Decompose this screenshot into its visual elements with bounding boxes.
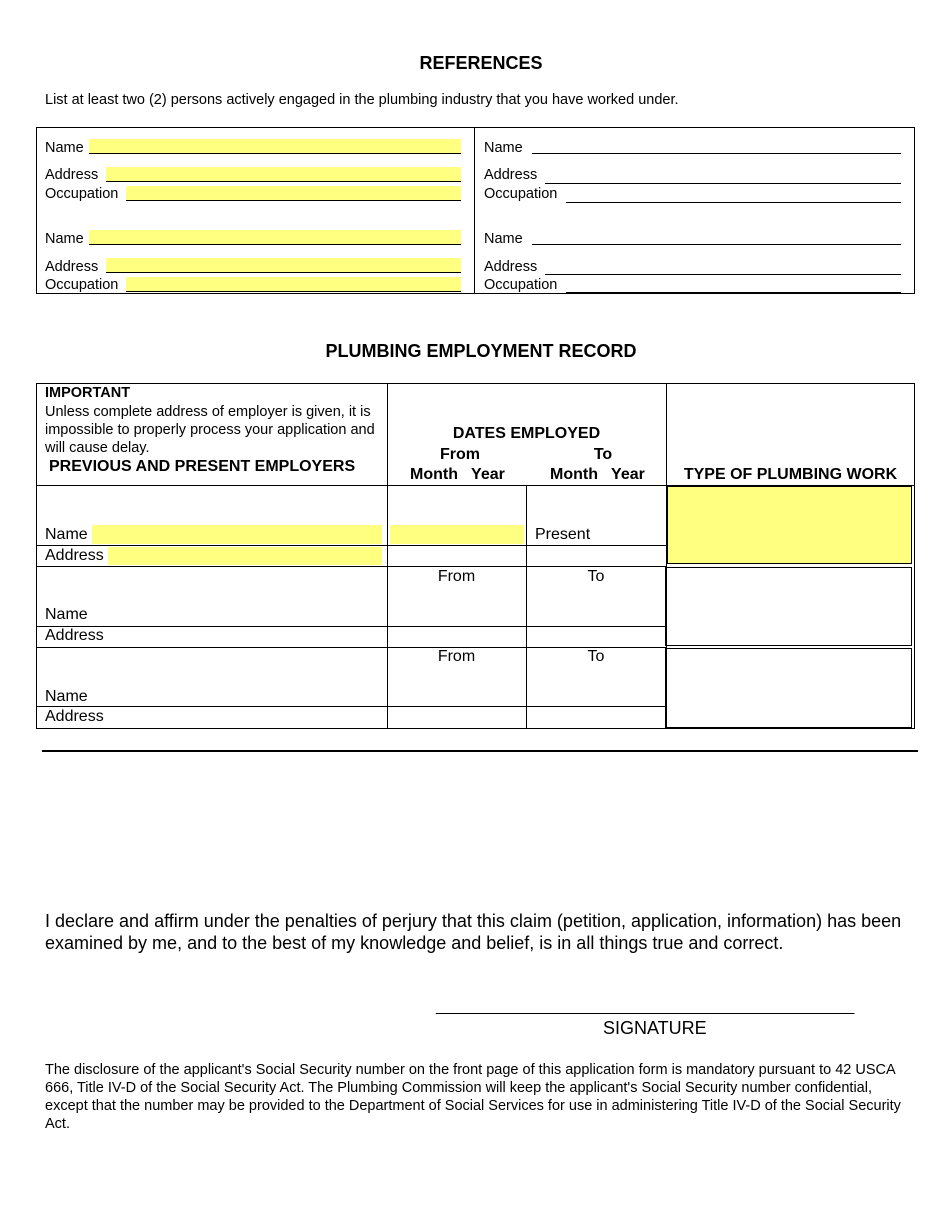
column-divider <box>526 486 527 729</box>
type-of-work-heading: TYPE OF PLUMBING WORK <box>683 466 898 483</box>
important-heading: IMPORTANT <box>45 385 131 401</box>
address-label: Address <box>484 167 538 183</box>
dates-employed-heading: DATES EMPLOYED <box>452 425 601 442</box>
reference-address-input[interactable] <box>106 167 461 182</box>
from-heading: From <box>440 446 480 463</box>
row-divider <box>36 626 666 627</box>
employer-address-label: Address <box>45 708 104 725</box>
type-of-work-input[interactable] <box>665 648 912 728</box>
reference-name-input[interactable] <box>89 139 461 154</box>
reference-occupation-input[interactable] <box>126 277 461 292</box>
occupation-label: Occupation <box>484 277 558 293</box>
address-label: Address <box>45 167 99 183</box>
section-separator <box>42 750 918 752</box>
from-month-year: Month Year <box>410 466 505 483</box>
name-label: Name <box>45 231 84 247</box>
employer-address-input[interactable] <box>108 547 382 565</box>
from-cell-label: From <box>437 568 476 585</box>
reference-occupation-input[interactable] <box>566 188 901 203</box>
employer-address-label: Address <box>45 547 104 564</box>
present-label: Present <box>535 526 591 543</box>
signature-line[interactable]: _______________________________________________ <box>436 998 855 1015</box>
occupation-label: Occupation <box>45 186 119 202</box>
row-divider <box>36 566 666 567</box>
references-instruction: List at least two (2) persons actively engaged in the plumbing industry that you have worked under. <box>45 92 679 108</box>
occupation-label: Occupation <box>484 186 558 202</box>
row-divider <box>36 545 666 546</box>
employer-address-label: Address <box>45 627 104 644</box>
address-label: Address <box>484 259 538 275</box>
references-title: REFERENCES <box>419 53 543 73</box>
reference-occupation-input[interactable] <box>566 278 901 293</box>
reference-name-input[interactable] <box>89 230 461 245</box>
employer-name-label: Name <box>45 606 88 623</box>
reference-address-input[interactable] <box>545 169 901 184</box>
name-label: Name <box>484 140 523 156</box>
from-cell-label: From <box>437 648 476 665</box>
to-month-year: Month Year <box>550 466 645 483</box>
employer-name-input[interactable] <box>92 525 382 544</box>
from-date-input[interactable] <box>390 525 524 544</box>
employers-heading: PREVIOUS AND PRESENT EMPLOYERS <box>49 458 356 475</box>
employment-title: PLUMBING EMPLOYMENT RECORD <box>325 341 637 361</box>
to-cell-label: To <box>587 568 605 585</box>
reference-name-input[interactable] <box>532 230 901 245</box>
signature-label: SIGNATURE <box>603 1018 707 1038</box>
declaration-text: I declare and affirm under the penalties of perjury that this claim (petition, application, information) has been examined by me, and to the best of my knowledge and belief, is in all things true and correct. <box>45 911 902 953</box>
name-label: Name <box>484 231 523 247</box>
reference-address-input[interactable] <box>545 260 901 275</box>
address-label: Address <box>45 259 99 275</box>
references-divider <box>474 127 475 294</box>
name-label: Name <box>45 140 84 156</box>
important-text: Unless complete address of employer is given, it is impossible to properly process your application and will cause delay. <box>45 404 375 456</box>
to-cell-label: To <box>587 648 605 665</box>
to-heading: To <box>593 446 613 463</box>
reference-address-input[interactable] <box>106 258 461 273</box>
employer-name-label: Name <box>45 688 88 705</box>
disclosure-text: The disclosure of the applicant's Social Security number on the front page of this application form is mandatory pursuant to 42 USCA 666, Title IV-D of the Social Security Act. The Plumbing Commission will keep the applicant's Social Security number confidential, except that the number may be provided to the Department of Social Services for use in administering Title IV-D of the Social Security Act. <box>45 1062 901 1132</box>
employer-name-label: Name <box>45 526 88 543</box>
reference-occupation-input[interactable] <box>126 186 461 201</box>
reference-name-input[interactable] <box>532 139 901 154</box>
occupation-label: Occupation <box>45 277 119 293</box>
type-of-work-input[interactable] <box>667 486 912 564</box>
row-divider <box>36 706 666 707</box>
type-of-work-input[interactable] <box>665 567 912 646</box>
